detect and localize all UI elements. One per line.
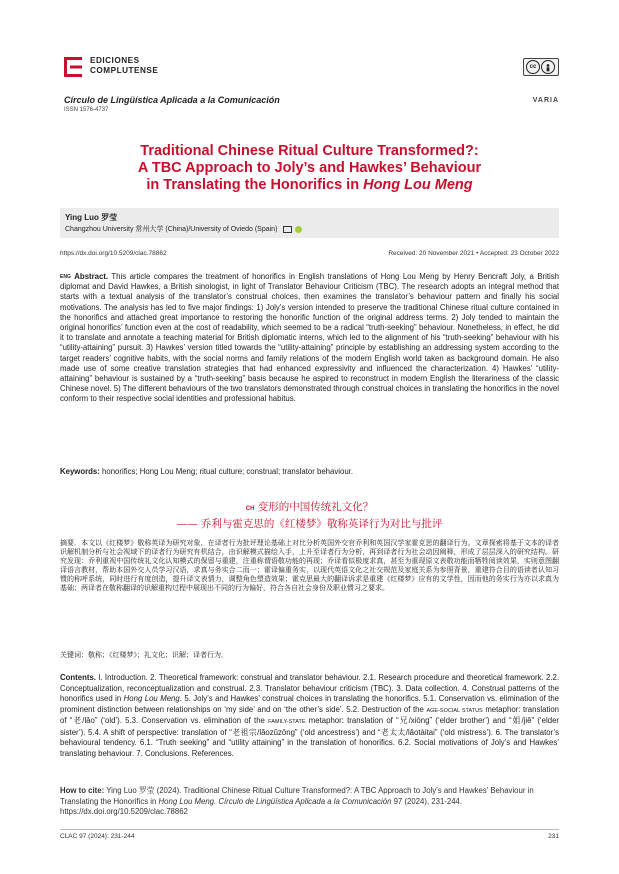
contents-section — [60, 673, 559, 759]
author-affiliation-row — [65, 224, 302, 234]
journal-title: Círculo de Lingüística Aplicada a la Comunicación — [64, 95, 280, 105]
citation-text-a: Ying Luo 罗莹 (2024). Traditional Chinese Ritual Culture Transformed?: A TBC Approach to Joly’s and Hawkes’ Behaviour in Translating the Honorifics in — [60, 786, 534, 806]
doi-link[interactable]: https://dx.doi.org/10.5209/clac.78862 — [60, 250, 167, 257]
author-box — [60, 208, 559, 238]
abstract-chinese: 摘要．本文以《红楼梦》敬称英译为研究对象，在译者行为批评理论基础上对比分析英国外交官乔利和英国汉学家霍克思的翻译行为。文章探索将基于文本的译者识解机制分析与社会视域下的译者行为研究有机结合，由识解模式描绘入手，上升至译者行为分析，再到译者行为社会动因阐释，形成了层层深入的研究结构。研究发现：乔利重视中国传统礼文化认知模式的保留与重建，注重称谓语敬功能的再现；乔译看似极度求真，甚至为重现原文表敬功能而牺牲阅读效果，实则意图翻译语言教材，帮助本国外交人员学习汉语，求真与务实合二而一；霍译偏重务实，以现代英语文化之社交规范及家庭关系为参照背景，重建符合目的语读者认知习惯的称呼系统，同时进行有度创造，提升译文表情力，调整角色塑造效果；霍克思最大的翻译诉求是重建《红楼梦》应有的文学性，因而他的务实行为亦以求真为基础；两译者在敬称翻译的识解重构过程中展现出不同的行为偏好，符合各自社会身份及职业惯习之要求。 — [60, 539, 559, 593]
publisher-line1: EDICIONES — [90, 56, 140, 65]
publisher-line2: COMPLUTENSE — [90, 66, 159, 75]
title-line-2: A TBC Approach to Joly’s and Hawkes’ Behaviour — [137, 160, 482, 176]
citation-heading: How to cite: — [60, 786, 105, 795]
contents-book-name: Hong Lou Meng — [123, 694, 180, 703]
abstract-text: This article compares the treatment of honorifics in English translations of Hong Lou Meng by Henry Bencraft Joly, a British diplomat and David Hawkes, a British sinologist, in light of Translator Behaviour Criticism (TBC). The research adopts an integral method that starts with a textual analysis of the translator’s construal choices, then examines the translator’s behaviour pattern and finally his social motivations. The analysis has led to five major findings: 1) Joly’s version intended to preserve the traditional Chinese ritual culture contained in the honorifics and attached great importance to restoring the honorific function of the original address terms. 2) Joly tended to maintain the original honorifics’ function even at the cost of readability, which seemed to be a radical “truth-seeking” behaviour. Nonetheless, in effect, he did it to translate and annotate a teaching material for British diplomatic interns, which led to the alignment of his “truth-seeking” behaviour with his “utility-attaining” pursuit. 3) Hawkes’ version titled towards the “utility-attaining” principle by establishing an addressing system according to the target readers’ cognitive habits, with the social norms and family relations of the modern English world taken as background domain. He also made use of some creative translation strategies that had enhanced expressivity and influenced the characterization. 4) Hawkes’ “utility-attaining” behaviour is sustained by a “truth-seeking” basis because he aspired to reconstruct in modern English the literariness of the classic Chinese novel. 5) The different behaviours of the two translators demonstrated through construal choices in translating the honorifics in the novel conform to their respective social identities and professional habitus. — [60, 272, 560, 404]
person-icon — [542, 62, 554, 74]
issn: ISSN 1576-4737 — [64, 107, 109, 113]
top-bar — [64, 56, 559, 80]
orcid-icon[interactable] — [295, 226, 302, 233]
chinese-lang-label: CH — [245, 506, 255, 512]
keywords-chinese: 关键词：敬称；《红楼梦》；礼文化；识解；译者行为． — [60, 651, 228, 659]
author-name: Ying Luo 罗莹 — [65, 213, 118, 222]
abstract-heading: Abstract. — [74, 272, 109, 281]
citation-section — [60, 786, 559, 818]
contents-text-a: I. Introduction. 2. Theoretical framework: construal and translator behaviour. 2.1. Research procedure and theoretical framework. 2.2. Conceptualization, reconceptualization and construal. 2.3. Translator behaviour criticism (TBC). 3. Data collection. 4. Construal patterns of the honorifics used in — [60, 673, 559, 703]
title-book-name: Hong Lou Meng — [363, 177, 473, 193]
author-affiliation: Changzhou University 常州大学 (China)/University of Oviedo (Spain) — [65, 226, 278, 233]
cc-license-badge[interactable] — [523, 58, 559, 76]
cc-icon: cc — [526, 60, 540, 74]
chinese-title-line-1 — [60, 500, 559, 517]
mail-icon[interactable] — [283, 226, 292, 233]
contents-heading: Contents. — [60, 673, 96, 682]
citation-italic: Hong Lou Meng. Círculo de Lingüística Aplicada a la Comunicación — [158, 796, 392, 806]
abstract-lang-label: ENG — [60, 274, 71, 280]
footer-journal-ref: CLAC 97 (2024): 231-244 — [60, 833, 135, 840]
keywords-text: honorifics; Hong Lou Meng; ritual culture; construal; translator behaviour. — [102, 467, 353, 476]
footer-divider — [60, 829, 559, 830]
page-number: 231 — [548, 833, 559, 840]
received-accepted-dates: Received: 20 November 2021 • Accepted: 23 October 2022 — [388, 250, 559, 257]
contents-text-d: metaphor: translation of “兄/xiōng” (‘elder brother’) and “姐/jiě” (‘elder sister’). 5.4. A shift of perspective: translation of “老祖宗/lǎozǔzōng” (‘old ancestress’) and “老太太/lǎotàitai” (‘old mistress’). 6. The translator’s behavioural tendency. 6.1. “Truth seeking” and “utility attaining” in the translation of honorifics. 6.2. Social motivations of Joly’s and Hawkes’ translating behaviour. 7. Conclusions. References. — [60, 716, 559, 758]
article-title — [60, 143, 559, 194]
attribution-icon — [541, 60, 555, 74]
contents-text-c: metaphor: translation of “老/lǎo” (‘old’). 5.3. Conservation vs. elimination of the — [60, 704, 559, 725]
title-line-1: Traditional Chinese Ritual Culture Transformed?: — [140, 143, 479, 159]
citation-text-b[interactable]: 97 (2024), 231-244. https://dx.doi.org/10.5209/clac.78862 — [60, 796, 463, 816]
keywords-english — [60, 467, 559, 477]
chinese-title-line-2: —— 乔利与霍克思的《红楼梦》敬称英译行为对比与批评 — [176, 518, 443, 530]
author-contact-icons — [283, 226, 302, 233]
contents-text-b: . 5. Joly’s and Hawkes’ construal choices in translating the honorifics. 5.1. Conservation vs. elimination of the prominent distinction between relationships on ‘my side’ and on ‘the other’s side’. 5.2. Destruction of the — [60, 694, 560, 714]
title-line-3 — [60, 177, 559, 194]
keywords-heading: Keywords: — [60, 467, 100, 476]
title-line-3-prefix: in Translating the Honorifics in — [146, 177, 364, 193]
publisher-logo[interactable] — [64, 56, 174, 80]
abstract-english — [60, 272, 559, 405]
chinese-title-main: 变形的中国传统礼文化？ — [257, 501, 374, 513]
section-label: VARIA — [532, 97, 559, 104]
contents-smallcaps-a: AGE-SOCIAL STATUS — [426, 707, 483, 714]
publisher-name — [90, 56, 158, 76]
publisher-logo-icon — [64, 57, 82, 77]
contents-smallcaps-b: FAMILY-STATE — [268, 719, 306, 725]
chinese-title — [60, 500, 559, 532]
